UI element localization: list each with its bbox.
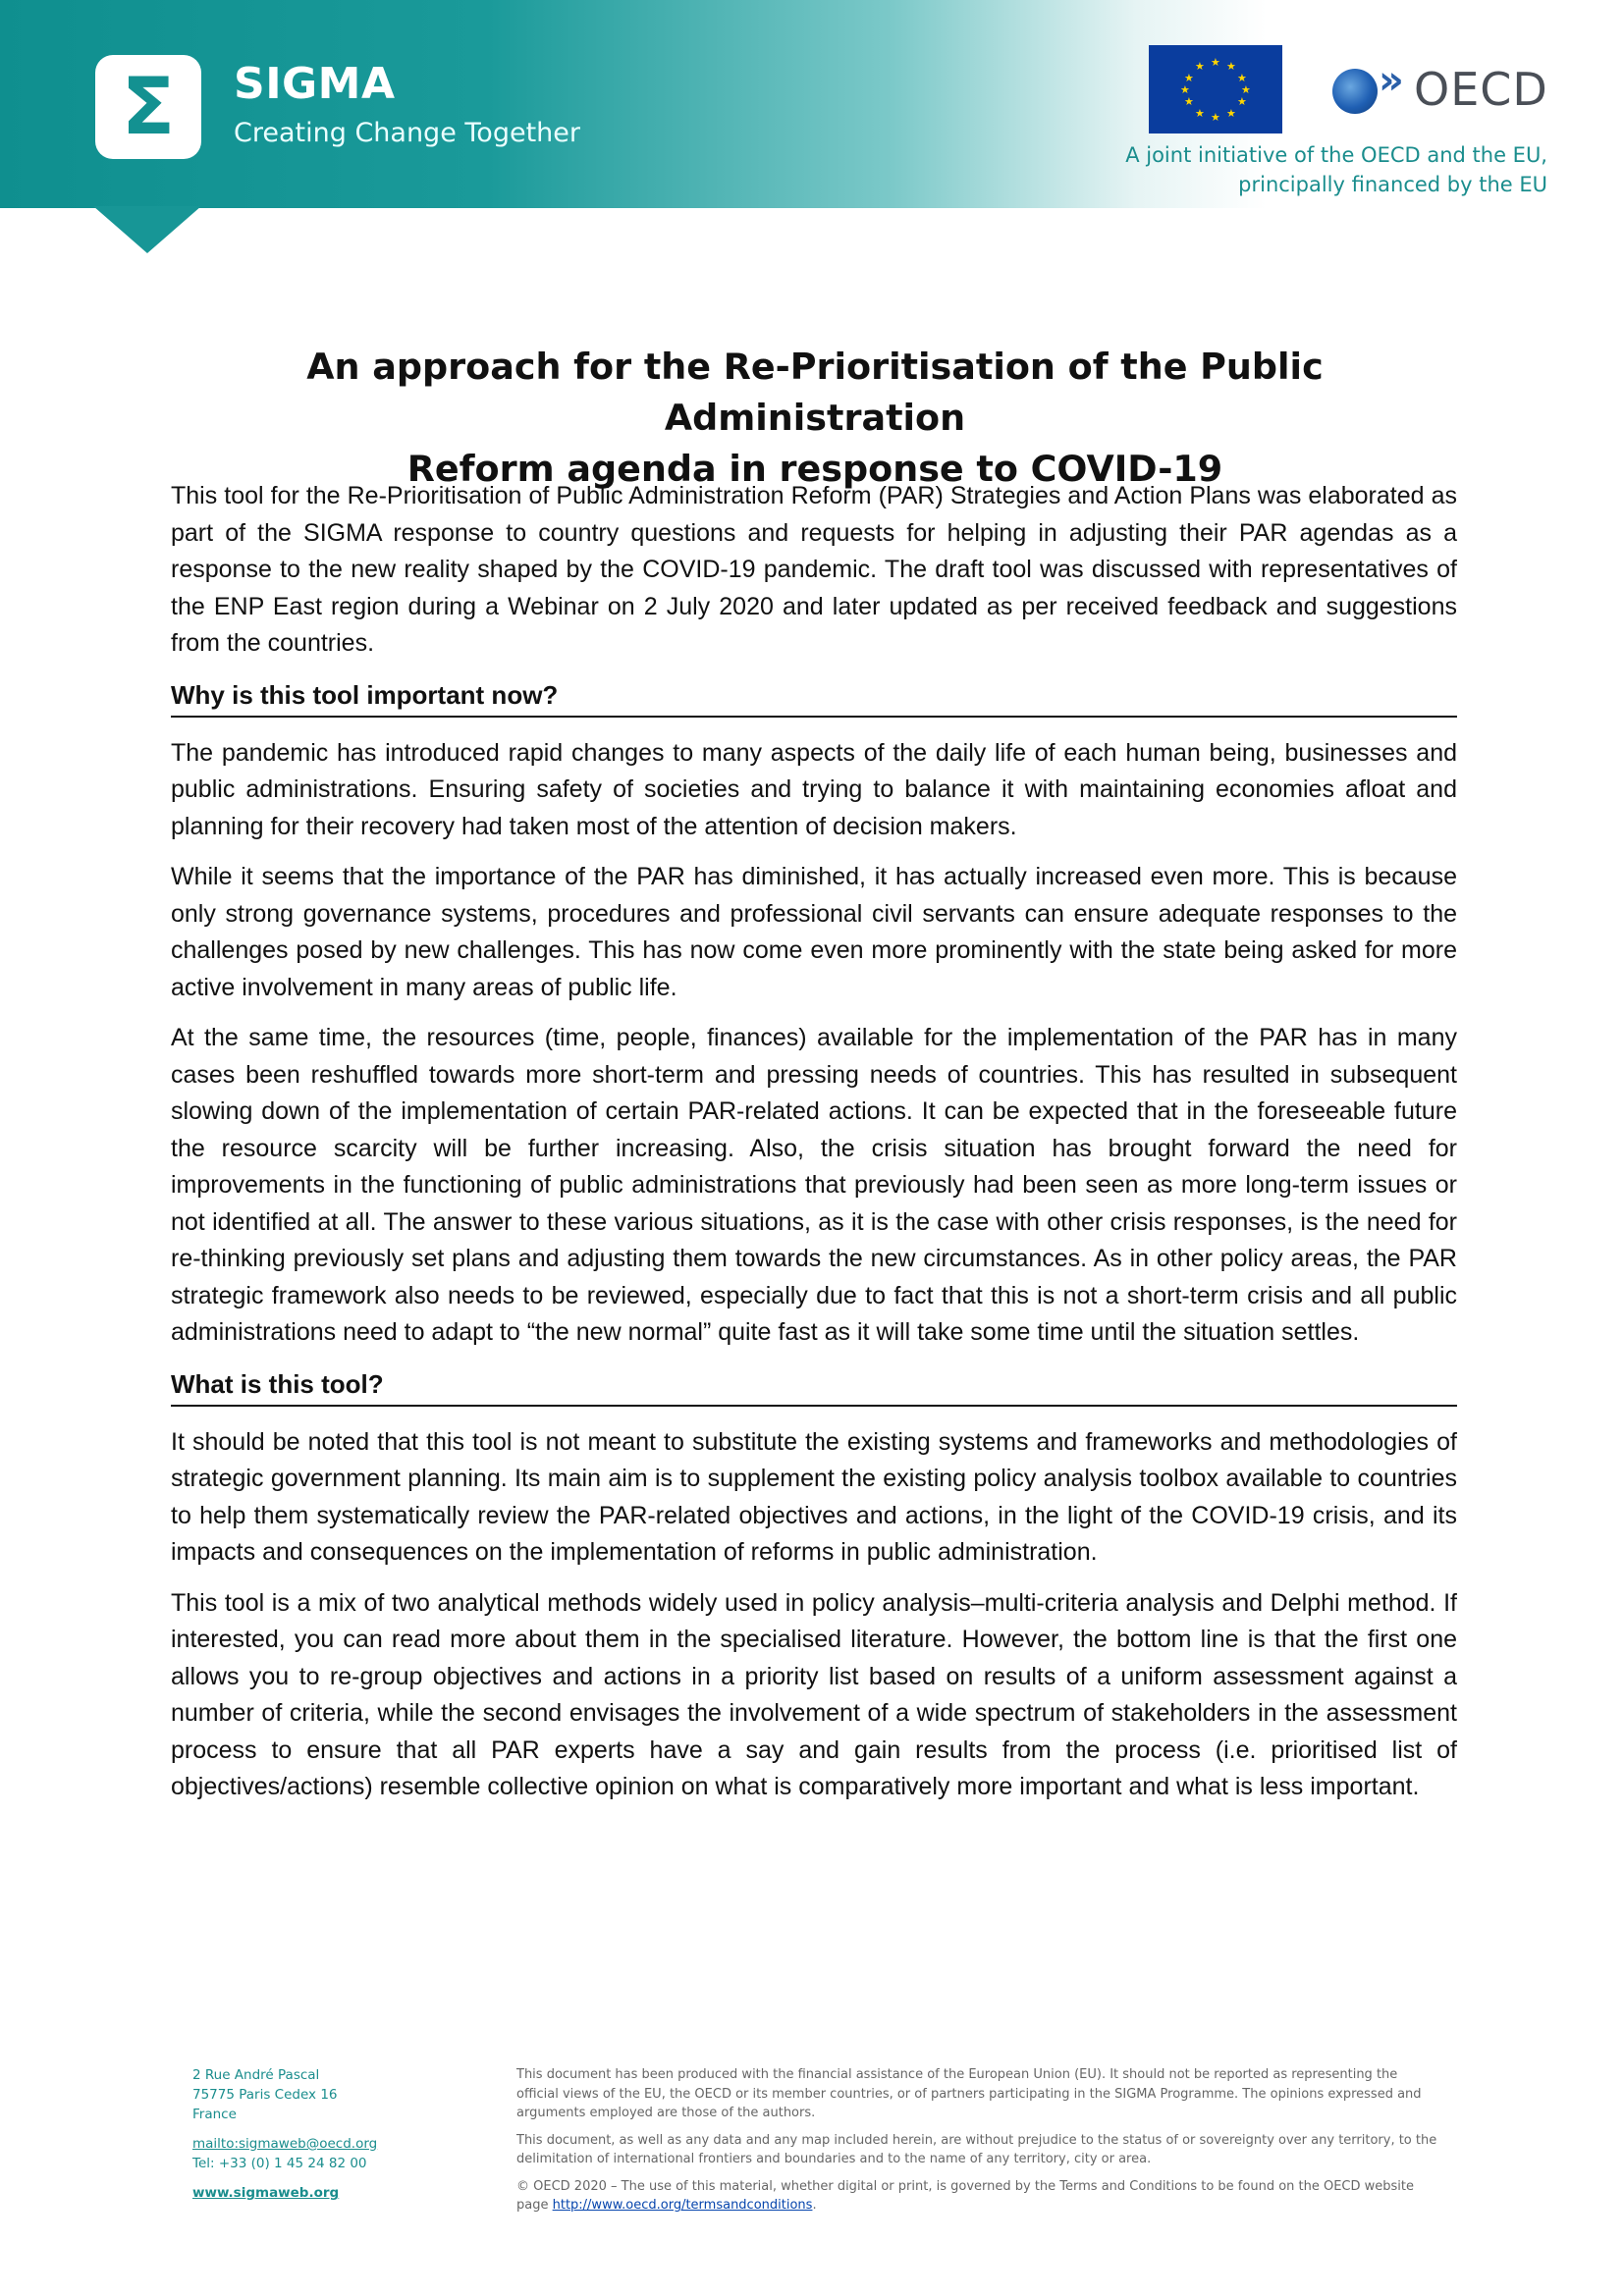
sigma-logo-symbol: Σ [121, 61, 176, 152]
header-notch [93, 206, 201, 253]
copyright-text: © OECD 2020 – The use of this material, whether digital or print, is governed by the Terms and Conditions to be found on the OECD website page [516, 2178, 1415, 2213]
body-paragraph: This tool is a mix of two analytical methods widely used in policy analysis–multi-criteria analysis and Delphi method. If interested, you can read more about them in the specialised literature. However, the bottom line is that the first one allows you to re-group objectives and actions in a priority list based on results of a uniform assessment against a number of criteria, while the second envisages the involvement of a wide spectrum of stakeholders in the assessment process to ensure that all PAR experts have a say and gain results from the process (i.e. prioritised list of objectives/actions) resemble collective opinion on what is comparatively more important and what is less important. [171, 1588, 1457, 1800]
disclaimer-eu: This document has been produced with the financial assistance of the European Union (EU). It should not be reported as representing the official views of the EU, the OECD or its member countries, or of partners participating in the SIGMA Programme. The opinions expressed and arguments employed are those of the authors. [516, 2067, 1422, 2120]
email-link[interactable]: mailto:sigmaweb@oecd.org [192, 2136, 378, 2152]
address-line: 2 Rue André Pascal [192, 2067, 320, 2083]
document-title [167, 342, 1463, 495]
brand-tagline: Creating Change Together [234, 118, 580, 148]
document-body [171, 478, 1457, 1820]
address-line: 75775 Paris Cedex 16 [192, 2087, 338, 2103]
phone-number: Tel: +33 (0) 1 45 24 82 00 [192, 2156, 367, 2171]
section-heading: Why is this tool important now? [171, 676, 1457, 718]
title-line-1: An approach for the Re-Prioritisation of the Public Administration [306, 346, 1324, 439]
copyright-notice [516, 2177, 1439, 2216]
oecd-chevron-icon: » [1379, 58, 1404, 103]
body-paragraph: While it seems that the importance of the PAR has diminished, it has actually increased even more. This is because only strong governance systems, procedures and professional civil servants can ensure adequate responses to the challenges posed by new challenges. This has now come even more prominently with the state being asked for more active involvement in many areas of public life. [171, 863, 1457, 1001]
joint-initiative-note [1037, 140, 1547, 199]
footer-contact [192, 2065, 418, 2203]
address-line: France [192, 2107, 237, 2122]
brand-name: SIGMA [234, 59, 396, 109]
body-paragraph: It should be noted that this tool is not meant to substitute the existing systems and frameworks and methodologies of strategic government planning. Its main aim is to supplement the existing policy analysis toolbox available to countries to help them systematically review the PAR-related objectives and actions, in the light of the COVID-19 crisis, and its impacts and consequences on the implementation of reforms in public administration. [171, 1427, 1457, 1566]
sigma-logo [95, 55, 201, 159]
oecd-logo-text: OECD [1414, 63, 1548, 116]
terms-suffix: . [812, 2198, 817, 2213]
body-paragraph: The pandemic has introduced rapid changes to many aspects of the daily life of each human being, businesses and public administrations. Ensuring safety of societies and trying to balance it with maintaining economies afloat and planning for their recovery had taken most of the attention of decision makers. [171, 738, 1457, 840]
intro-paragraph: This tool for the Re-Prioritisation of Public Administration Reform (PAR) Strategies and Action Plans was elaborated as part of the SIGMA response to country questions and requests for helping in adjusting their PAR agendas as a response to the new reality shaped by the COVID-19 pandemic. The draft tool was discussed with representatives of the ENP East region during a Webinar on 2 July 2020 and later updated as per received feedback and suggestions from the countries. [171, 482, 1457, 657]
joint-line-1: A joint initiative of the OECD and the EU, [1125, 143, 1547, 167]
section-heading: What is this tool? [171, 1365, 1457, 1407]
footer-disclaimer [516, 2065, 1439, 2223]
title-line-2: Reform agenda in response to COVID-19 [406, 448, 1223, 490]
terms-link[interactable]: http://www.oecd.org/termsandconditions [552, 2198, 813, 2213]
disclaimer-territory: This document, as well as any data and any map included herein, are without prejudice to the status of or sovereignty over any territory, to the delimitation of international frontiers and boundaries and to the name of any territory, city or area. [516, 2132, 1437, 2166]
body-paragraph: At the same time, the resources (time, people, finances) available for the implementation of the PAR has in many cases been reshuffled towards more short-term and pressing needs of countries. This has resulted in subsequent slowing down of the implementation of certain PAR-related actions. It can be expected that in the foreseeable future the resource scarcity will be further increasing. Also, the crisis situation has brought forward the need for improvements in the functioning of public administrations that previously had been seen as more long-term issues or not identified at all. The answer to these various situations, as it is the case with other crisis responses, is the need for re-thinking previously set plans and adjusting them towards the new circumstances. As in other policy areas, the PAR strategic framework also needs to be reviewed, especially due to fact that this is not a short-term crisis and all public administrations need to adapt to “the new normal” quite fast as it will take some time until the situation settles. [171, 1024, 1457, 1346]
oecd-globe-icon [1332, 69, 1378, 114]
website-link[interactable]: www.sigmaweb.org [192, 2185, 340, 2201]
eu-flag-icon: ★ ★ ★ ★ ★ ★ ★ ★ ★ ★ ★ ★ [1149, 45, 1282, 133]
joint-line-2: principally financed by the EU [1238, 173, 1547, 196]
